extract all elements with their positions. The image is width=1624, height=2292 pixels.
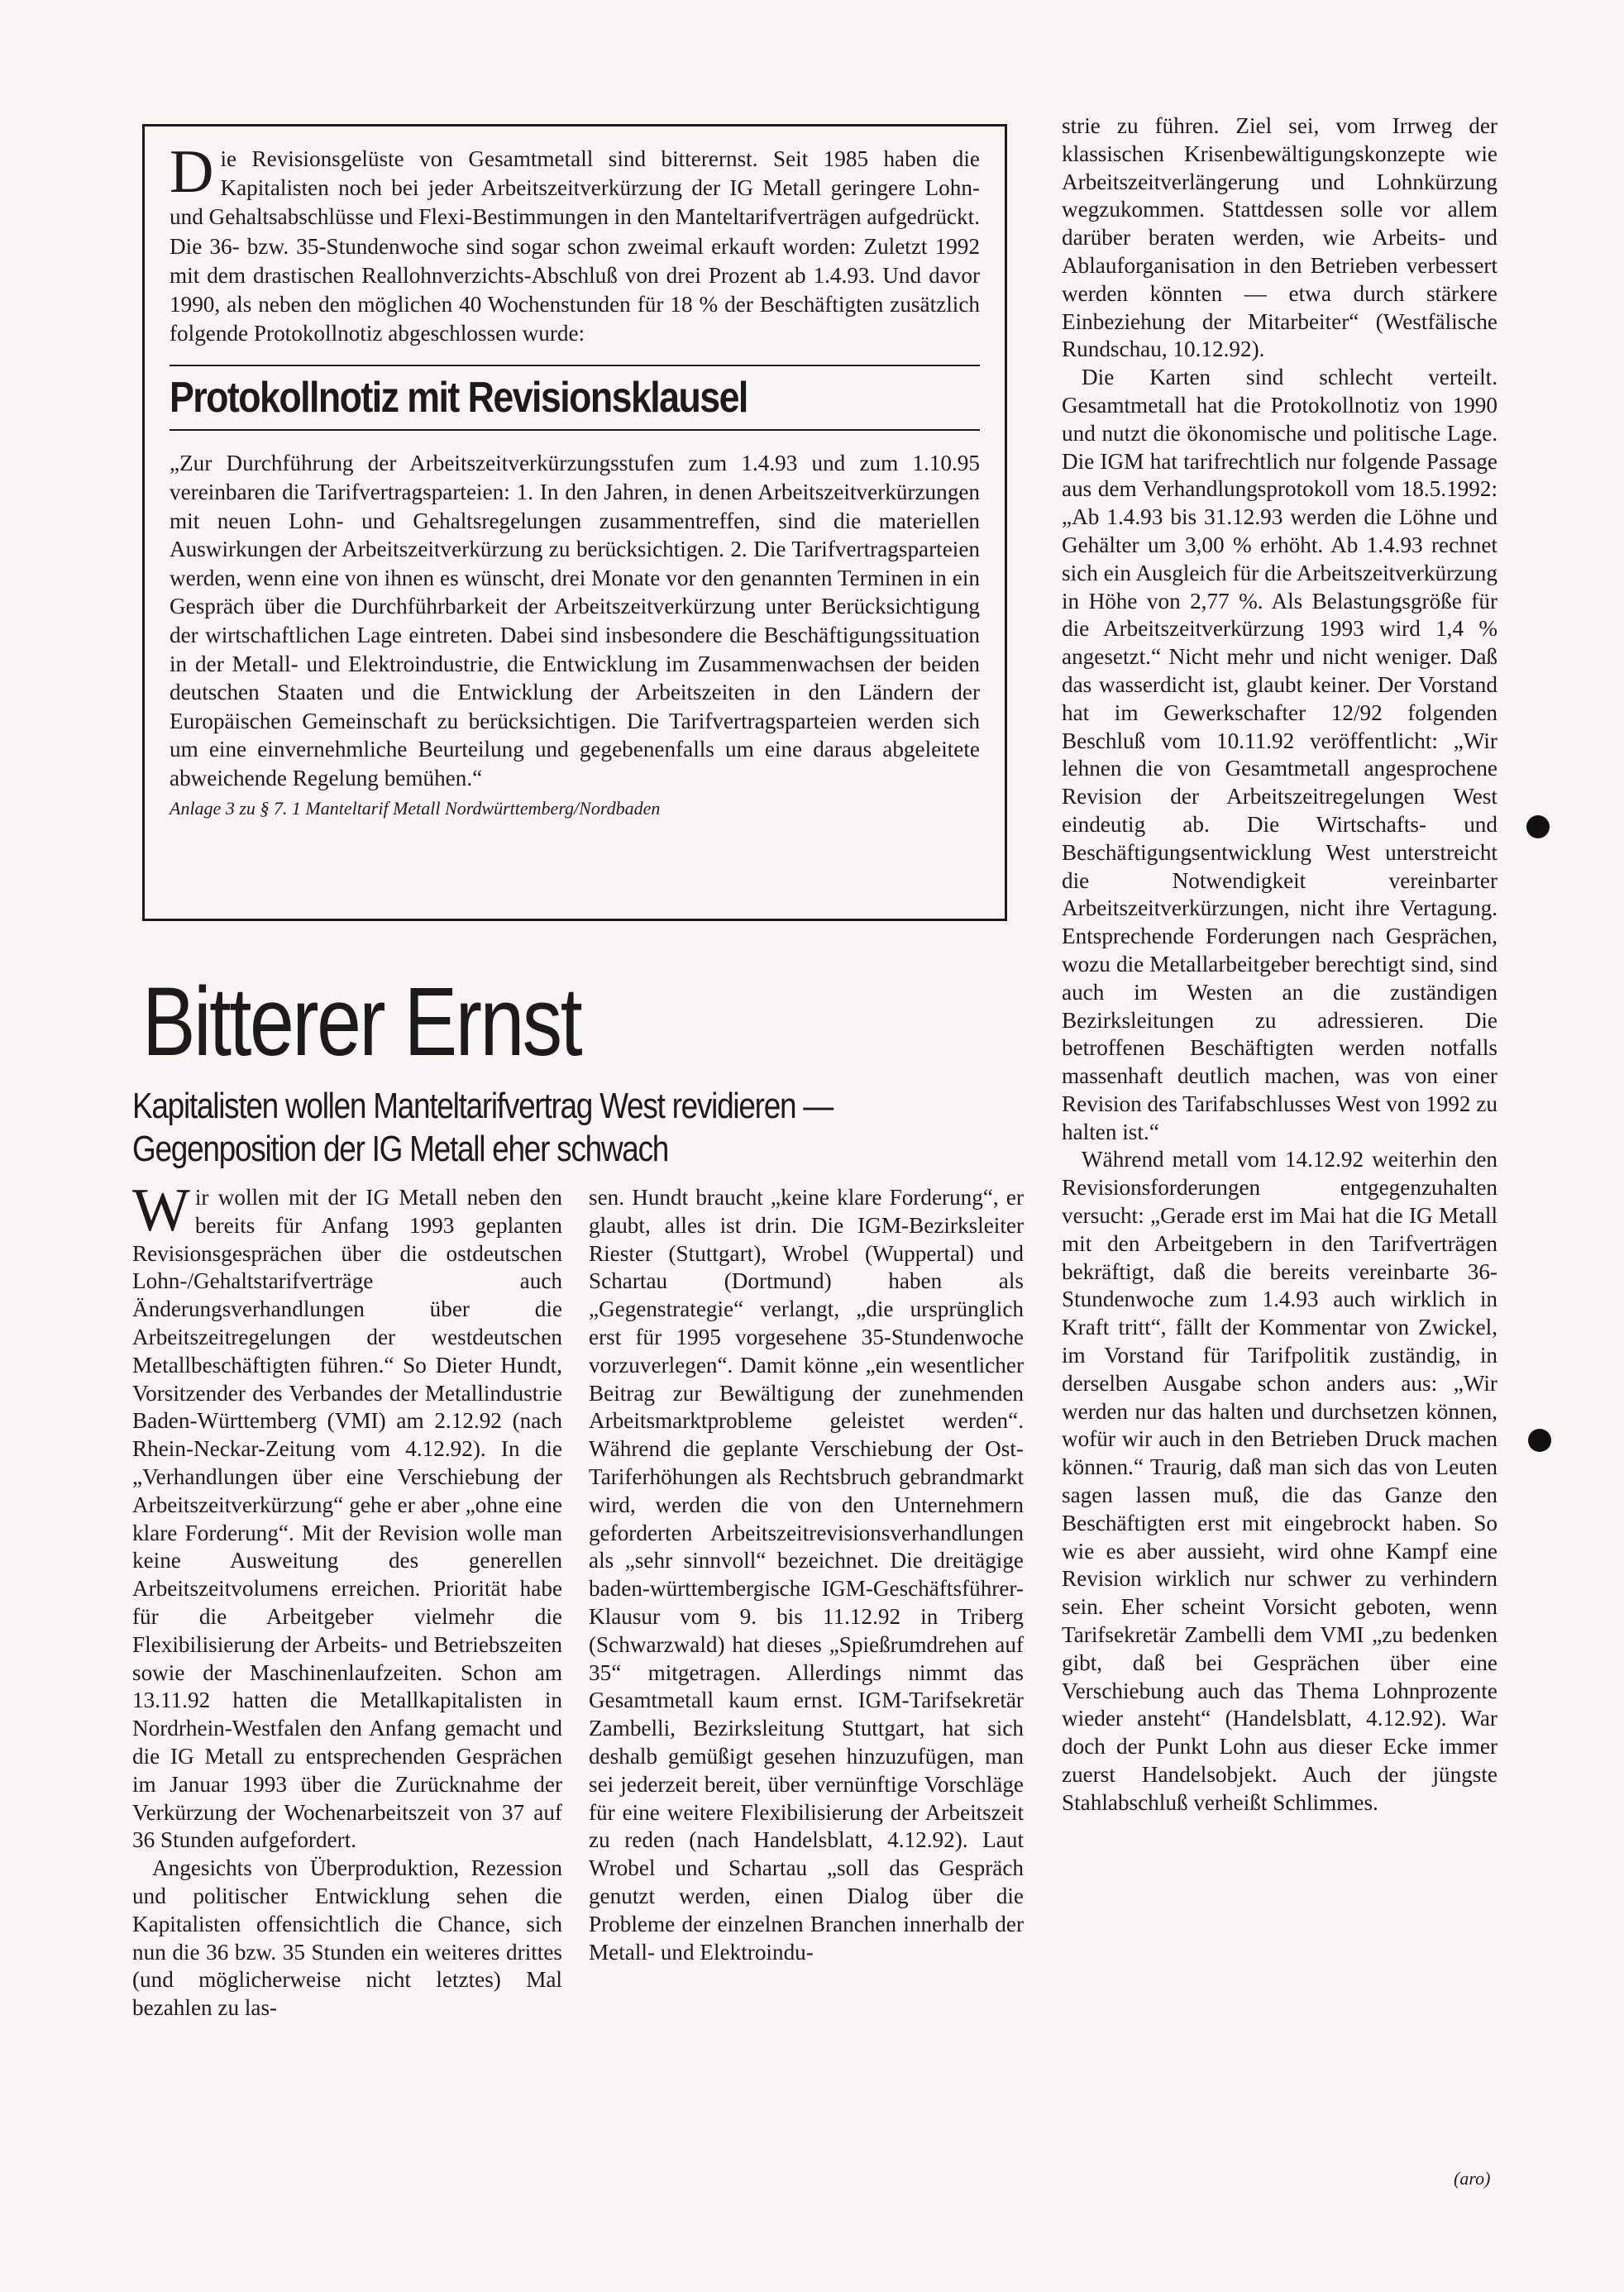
- box-intro: [170, 138, 980, 348]
- col1-paragraph-1: [132, 1177, 562, 1855]
- punch-hole-bottom: [1528, 1429, 1551, 1452]
- col1-paragraph-1-text: ir wollen mit der IG Metall neben den bereits für Anfang 1993 geplanten Revisionsgesprächen über die ostdeutschen Lohn-/Gehaltstarifverträge auch Änderungsverhandlungen über die Arbeitszeitregelungen der westdeutschen Metallbeschäftigten führen.“ So Dieter Hundt, Vorsitzender des Verbandes der Metallindustrie Baden-Württemberg (VMI) am 2.12.92 (nach Rhein-Neckar-Zeitung vom 4.12.92). In die „Verhandlungen über eine Verschiebung der Arbeitszeitverkürzung“ gehe er aber „ohne eine klare Forderung“. Mit der Revision wolle man keine Ausweitung des generellen Arbeitszeitvolumens erreichen. Priorität habe für die Arbeitgeber vielmehr die Flexibilisierung der Arbeits- und Betriebszeiten sowie der Maschinenlaufzeiten. Schon am 13.11.92 hatten die Metallkapitalisten in Nordrhein-Westfalen den Anfang gemacht und die IG Metall zu entsprechenden Gesprächen im Januar 1993 über die Zurücknahme der Verkürzung der Wochenarbeitszeit von 37 auf 36 Stunden aufgefordert.: [132, 1185, 562, 1853]
- box-heading: Protokollnotiz mit Revisionsklausel: [170, 374, 748, 423]
- box-rule-bottom: [170, 429, 980, 431]
- col2-paragraph-1: sen. Hundt braucht „keine klare Forderung“, er glaubt, alles ist drin. Die IGM-Bezirksleiter Riester (Stuttgart), Wrobel (Wuppertal) und Schartau (Dortmund) haben als „Gegenstrategie“ verlangt, „die ursprünglich erst für 1995 vorgesehene 35-Stundenwoche vorzuverlegen“. Damit könne „ein wesentlicher Beitrag zur Bewältigung der zunehmenden Arbeitsmarktprobleme geleistet werden“. Während die geplante Verschiebung der Ost-Tariferhöhungen als Rechtsbruch gebrandmarkt wird, werden die von den Unternehmern geforderten Arbeitszeitrevisionsverhandlungen als „sehr sinnvoll“ bezeichnet. Die dreitägige baden-württembergische IGM-Geschäftsführer-Klausur vom 9. bis 11.12.92 in Triberg (Schwarzwald) hat dieses „Spießrumdrehen auf 35“ mitgetragen. Allerdings nimmt das Gesamtmetall kaum ernst. IGM-Tarifsekretär Zambelli, Bezirksleitung Stuttgart, hat sich deshalb gemüßigt gesehen hinzuzufügen, man sei jederzeit bereit, über vernünftige Vorschläge für eine weitere Flexibilisierung der Arbeitszeit zu reden (nach Handelsblatt, 4.12.92). Laut Wrobel und Schartau „soll das Gespräch genutzt werden, einen Dialog über die Probleme der einzelnen Branchen innerhalb der Metall- und Elektroindu-: [589, 1185, 1024, 1965]
- article-headline: Bitterer Ernst: [142, 967, 581, 1077]
- protokollnotiz-box: [142, 124, 1007, 921]
- subheadline-line-2: Gegenposition der IG Metall eher schwach: [132, 1129, 669, 1169]
- box-quote: „Zur Durchführung der Arbeitszeitverkürzungsstufen zum 1.4.93 und zum 1.10.95 vereinbaren die Tarifvertragsparteien: 1. In den Jahren, in denen Arbeitszeitverkürzungen mit neuen Lohn- und Gehaltsregelungen zusammentreffen, sind die materiellen Auswirkungen der Arbeitszeitverkürzung zu berücksichtigen. 2. Die Tarifvertragsparteien werden, wenn eine von ihnen es wünscht, drei Monate vor den genannten Terminen in ein Gespräch über die Durchführbarkeit der Arbeitszeitverkürzung unter Berücksichtigung der wirtschaftlichen Lage eintreten. Dabei sind insbesondere die Beschäftigungssituation in der Metall- und Elektroindustrie, die Entwicklung im Zusammenwachsen der beiden deutschen Staaten und die Entwicklung der Arbeitszeiten in den Ländern der Europäischen Gemeinschaft zu berücksichtigen. Die Tarifvertragsparteien werden sich um eine einvernehmliche Beurteilung und gegebenenfalls um eine daraus abgeleitete abweichende Regelung bemühen.“: [170, 451, 980, 790]
- col3-paragraph-2: Die Karten sind schlecht verteilt. Gesamtmetall hat die Protokollnotiz von 1990 und nutzt die ökonomische und politische Lage. Die IGM hat tarifrechtlich nur folgende Passage aus dem Verhandlungsprotokoll vom 18.5.1992: „Ab 1.4.93 bis 31.12.93 werden die Löhne und Gehälter um 3,00 % erhöht. Ab 1.4.93 rechnet sich ein Ausgleich für die Arbeitszeitverkürzung in Höhe von 2,77 %. Als Belastungsgröße für die Arbeitszeitverkürzung 1993 wird 1,4 % angesetzt.“ Nicht mehr und nicht weniger. Daß das wasserdicht ist, glaubt keiner. Der Vorstand hat im Gewerkschafter 12/92 folgenden Beschluß vom 10.11.92 veröffentlicht: „Wir lehnen die von Gesamtmetall angesprochene Revision der Arbeitszeitregelungen West eindeutig ab. Die Wirtschafts- und Beschäftigungsentwicklung West unterstreicht die Notwendigkeit vereinbarter Arbeitszeitverkürzungen, nicht ihre Vertagung. Entsprechende Forderungen nach Gesprächen, wozu die Metallarbeitgeber berechtigt sind, sind auch im Westen an die zuständigen Bezirksleitungen zu adressieren. Die betroffenen Beschäftigten werden notfalls massenhaft deutlich machen, was von einer Revision des Tarifabschlusses West von 1992 zu halten ist.“: [1062, 365, 1497, 1144]
- box-rule-top: [170, 365, 980, 366]
- article-column-2: [589, 1184, 1024, 1966]
- intro-text: ie Revisionsgelüste von Gesamtmetall sind bitterernst. Seit 1985 haben die Kapitalisten noch bei jeder Arbeitszeitverkürzung der IG Metall geringere Lohn- und Gehaltsabschlüsse und Flexi-Bestimmungen in den Manteltarifverträgen aufgedrückt. Die 36- bzw. 35-Stundenwoche sind sogar schon zweimal erkauft worden: Zuletzt 1992 mit dem drastischen Reallohnverzichts-Abschluß von drei Prozent ab 1.4.93. Und davor 1990, als neben den möglichen 40 Wochenstunden für 18 % der Beschäftigten zusätzlich folgende Protokollnotiz abgeschlossen wurde:: [170, 146, 980, 346]
- author-signature: (aro): [1454, 2168, 1491, 2189]
- intro-drop-cap: D: [170, 138, 214, 206]
- punch-hole-top: [1526, 815, 1550, 838]
- col1-drop-cap: W: [132, 1177, 190, 1244]
- subheadline-line-1: Kapitalisten wollen Manteltarifvertrag West revidieren —: [132, 1086, 833, 1126]
- article-column-1: [132, 1177, 562, 2022]
- col1-paragraph-2: Angesichts von Überproduktion, Rezession und politischer Entwicklung sehen die Kapitalisten offensichtlich die Chance, sich nun die 36 bzw. 35 Stunden ein weiteres drittes (und möglicherweise nicht letztes) Mal bezahlen zu las-: [132, 1855, 562, 2021]
- col3-paragraph-3: Während metall vom 14.12.92 weiterhin den Revisionsforderungen entgegenzuhalten versucht: „Gerade erst im Mai hat die IG Metall mit den Arbeitgebern in den Tarifverträgen bekräftigt, daß die bereits vereinbarte 36-Stundenwoche zum 1.4.93 auch wirklich in Kraft tritt“, fällt der Kommentar von Zwickel, im Vorstand für Tarifpolitik zuständig, in derselben Ausgabe schon anders aus: „Wir werden nur das halten und durchsetzen können, wofür wir auch in den Betrieben Druck machen können.“ Traurig, daß man sich das von Leuten sagen lassen muß, die das Ganze den Beschäftigten erst mit eingebrockt haben. So wie es aber aussieht, wird ohne Kampf eine Revision wirklich nur schwer zu verhindern sein. Eher scheint Vorsicht geboten, wenn Tarifsekretär Zambelli dem VMI „zu bedenken gibt, daß bei Gesprächen über eine Verschiebung auch das Thema Lohnprozente wieder ansteht“ (Handelsblatt, 4.12.92). War doch der Punkt Lohn aus dieser Ecke immer zuerst Handelsobjekt. Auch der jüngste Stahlabschluß verheißt Schlimmes.: [1062, 1147, 1497, 1815]
- article-column-3: [1062, 112, 1497, 1817]
- article-subheadline: [132, 1085, 833, 1171]
- box-source: Anlage 3 zu § 7. 1 Manteltarif Metall Nordwürttemberg/Nordbaden: [170, 797, 661, 819]
- col3-paragraph-1: strie zu führen. Ziel sei, vom Irrweg der klassischen Krisenbewältigungskonzepte wie Arbeitszeitverlängerung und Lohnkürzung wegzukommen. Stattdessen solle vor allem darüber beraten werden, wie Arbeits- und Ablauforganisation in den Betrieben verbessert werden könnten — etwa durch stärkere Einbeziehung der Mitarbeiter“ (Westfälische Rundschau, 10.12.92).: [1062, 113, 1497, 362]
